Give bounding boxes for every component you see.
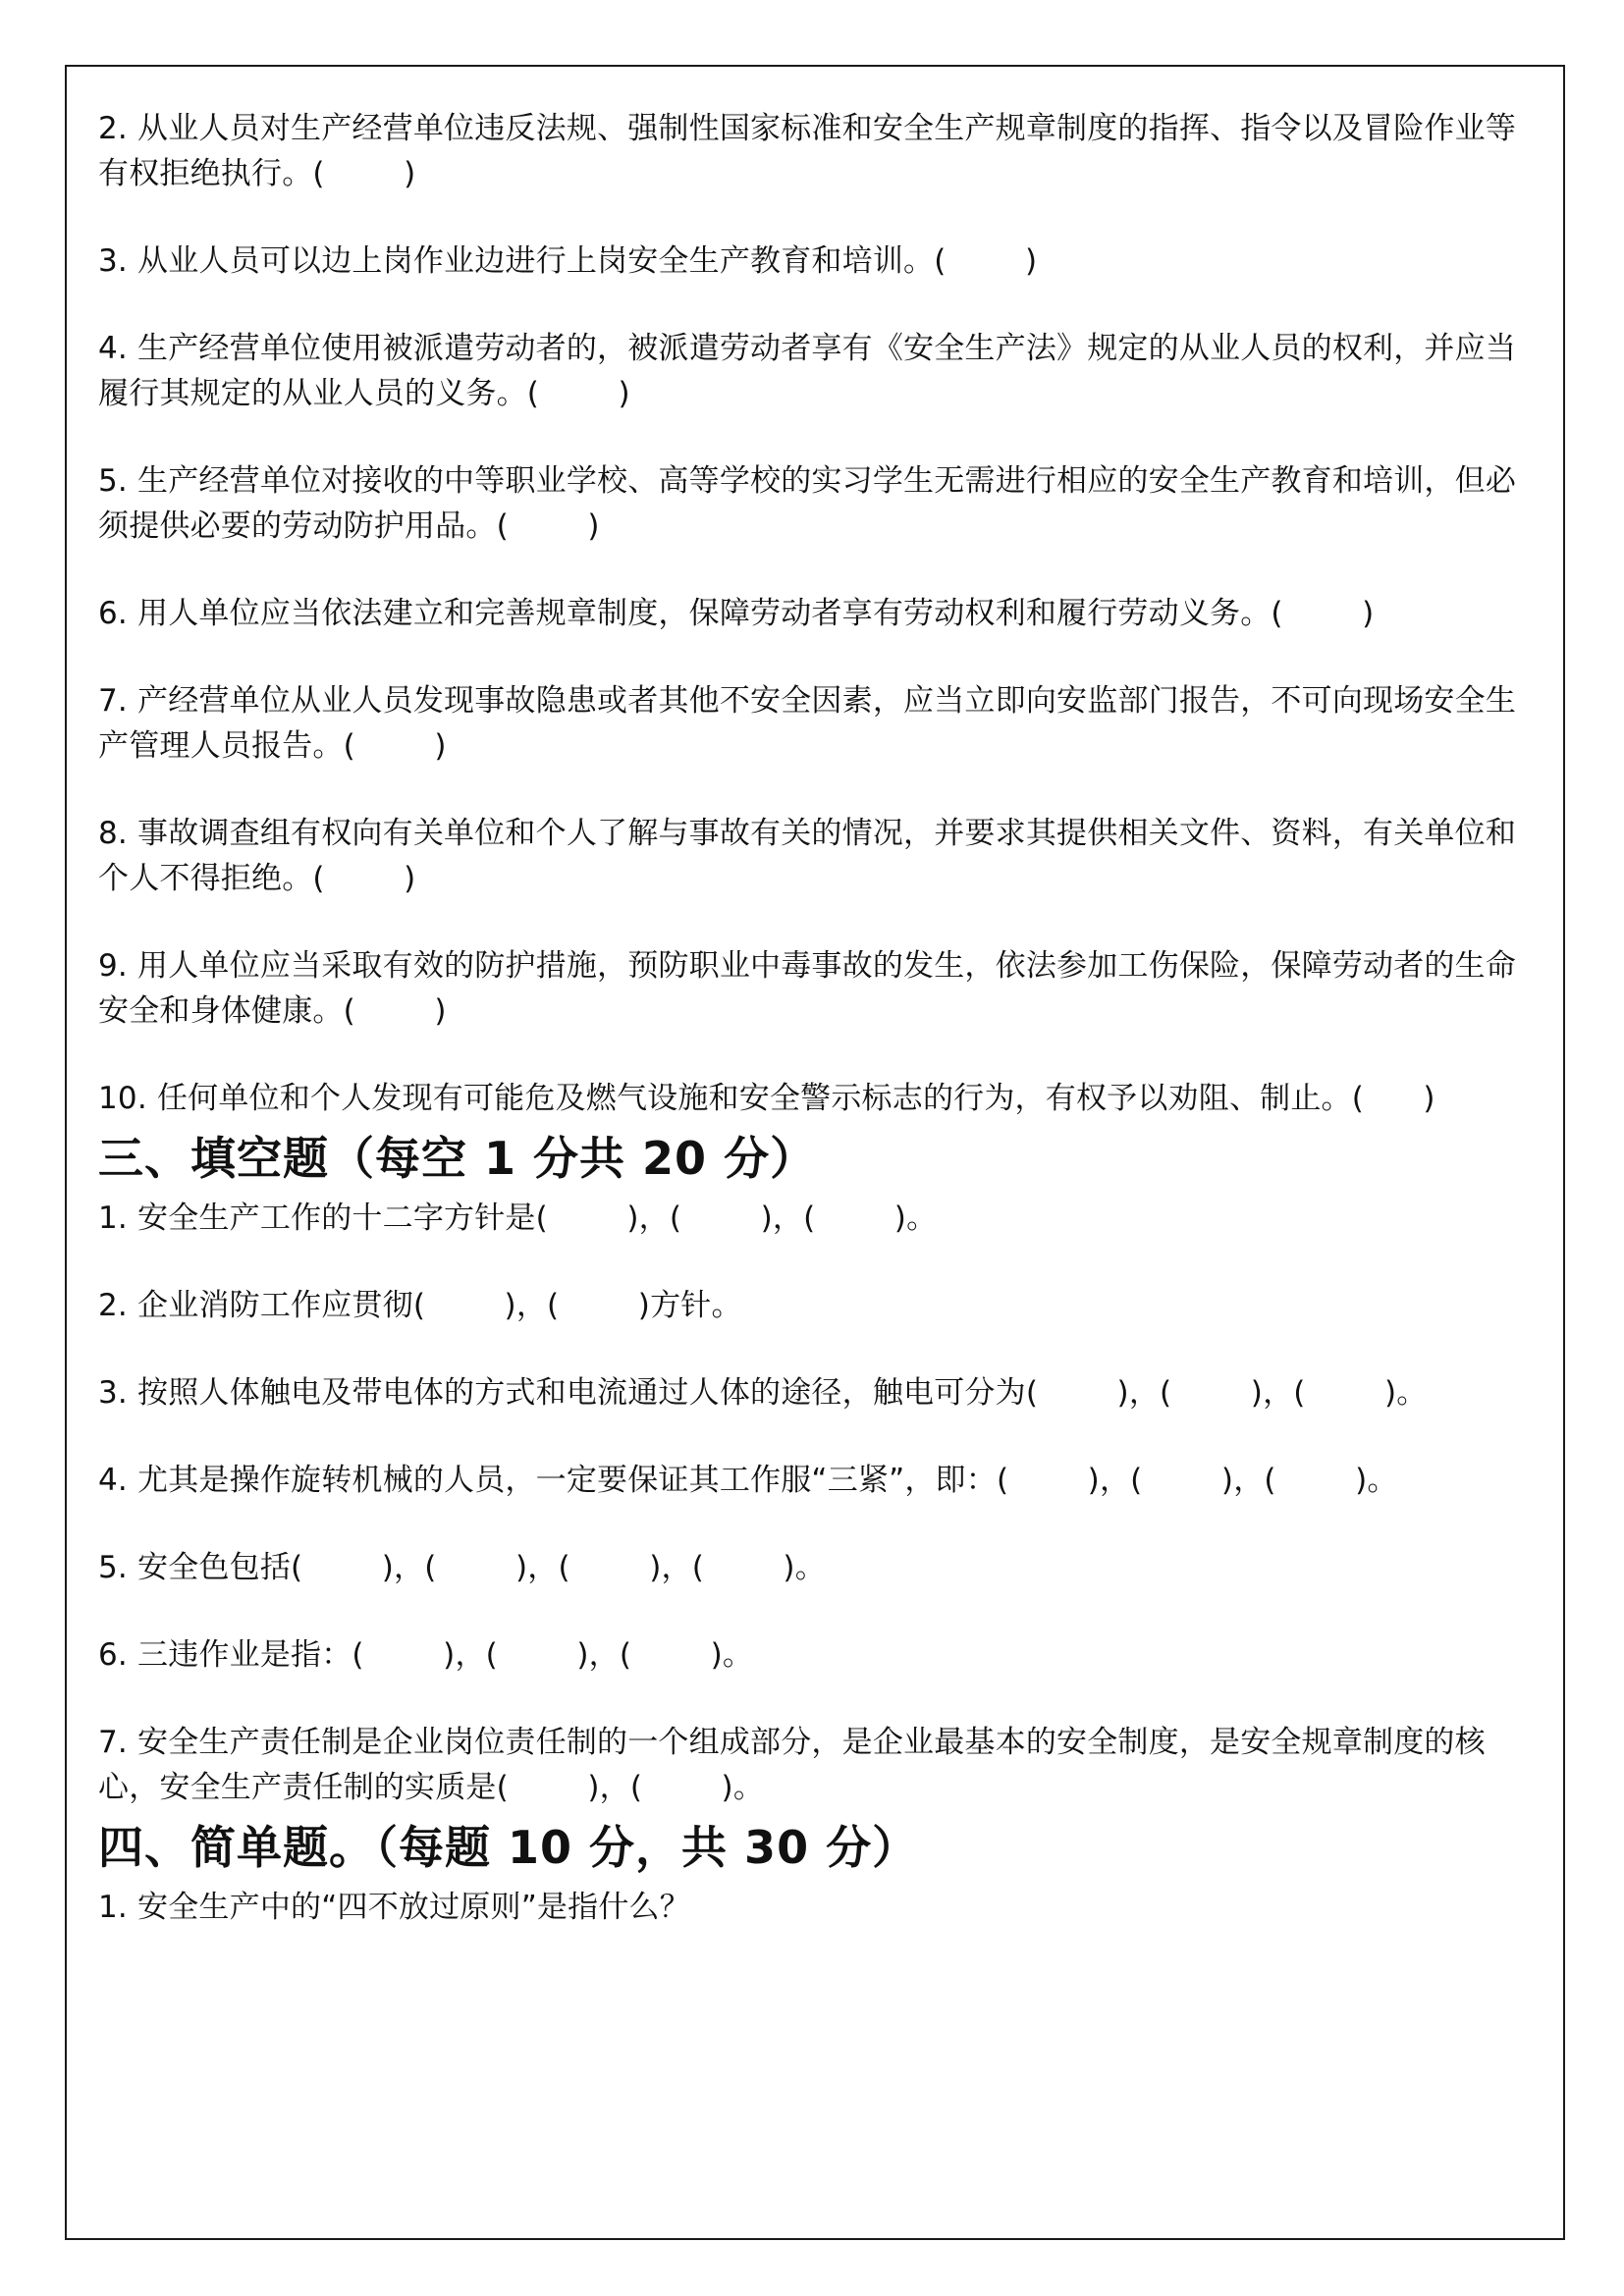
judgement-question-6: 6. 用人单位应当依法建立和完善规章制度，保障劳动者享有劳动权利和履行劳动义务。( ): [98, 596, 1375, 631]
fill-blank-heading: 三、填空题（每空 1 分共 20 分）: [98, 1132, 817, 1185]
judgement-question-8: 8. 事故调查组有权向有关单位和个人了解与事故有关的情况，并要求其提供相关文件、资料，有关单位和个人不得拒绝。( ): [98, 816, 1517, 896]
exam-content: [98, 106, 1532, 1972]
fill-blank-question-1: 1. 安全生产工作的十二字方针是( )，( )，( )。: [98, 1201, 938, 1236]
judgement-question-3: 3. 从业人员可以边上岗作业边进行上岗安全生产教育和培训。( ): [98, 243, 1038, 279]
judgement-question-7: 7. 产经营单位从业人员发现事故隐患或者其他不安全因素，应当立即向安监部门报告，不可向现场安全生产管理人员报告。( ): [98, 683, 1517, 764]
fill-blank-question-6: 6. 三违作业是指：( )，( )，( )。: [98, 1637, 754, 1673]
fill-blank-section: [98, 1129, 1532, 1810]
judgement-question-10: 10. 任何单位和个人发现有可能危及燃气设施和安全警示标志的行为，有权予以劝阻、制止。( ): [98, 1081, 1435, 1116]
judgement-question-4: 4. 生产经营单位使用被派遣劳动者的，被派遣劳动者享有《安全生产法》规定的从业人员的权利，并应当履行其规定的从业人员的义务。( ): [98, 331, 1517, 411]
judgement-section: [98, 106, 1532, 1121]
short-answer-heading: 四、简单题。（每题 10 分，共 30 分）: [98, 1821, 919, 1874]
fill-blank-question-5: 5. 安全色包括( )，( )，( )，( )。: [98, 1550, 826, 1585]
judgement-question-9: 9. 用人单位应当采取有效的防护措施，预防职业中毒事故的发生，依法参加工伤保险，保障劳动者的生命安全和身体健康。( ): [98, 948, 1517, 1029]
fill-blank-question-2: 2. 企业消防工作应贯彻( )，( )方针。: [98, 1288, 742, 1323]
judgement-question-5: 5. 生产经营单位对接收的中等职业学校、高等学校的实习学生无需进行相应的安全生产教育和培训，但必须提供必要的劳动防护用品。( ): [98, 463, 1517, 544]
short-answer-section: [98, 1818, 1532, 1930]
fill-blank-question-7: 7. 安全生产责任制是企业岗位责任制的一个组成部分，是企业最基本的安全制度，是安全规章制度的核心，安全生产责任制的实质是( )，( )。: [98, 1725, 1486, 1805]
fill-blank-question-3: 3. 按照人体触电及带电体的方式和电流通过人体的途径，触电可分为( )，( )，( )。: [98, 1375, 1428, 1411]
judgement-question-2: 2. 从业人员对生产经营单位违反法规、强制性国家标准和安全生产规章制度的指挥、指令以及冒险作业等有权拒绝执行。( ): [98, 111, 1517, 191]
short-answer-question-1: 1. 安全生产中的“四不放过原则”是指什么？: [98, 1890, 690, 1925]
fill-blank-question-4: 4. 尤其是操作旋转机械的人员，一定要保证其工作服“三紧”，即：( )，( )，( )。: [98, 1463, 1398, 1498]
